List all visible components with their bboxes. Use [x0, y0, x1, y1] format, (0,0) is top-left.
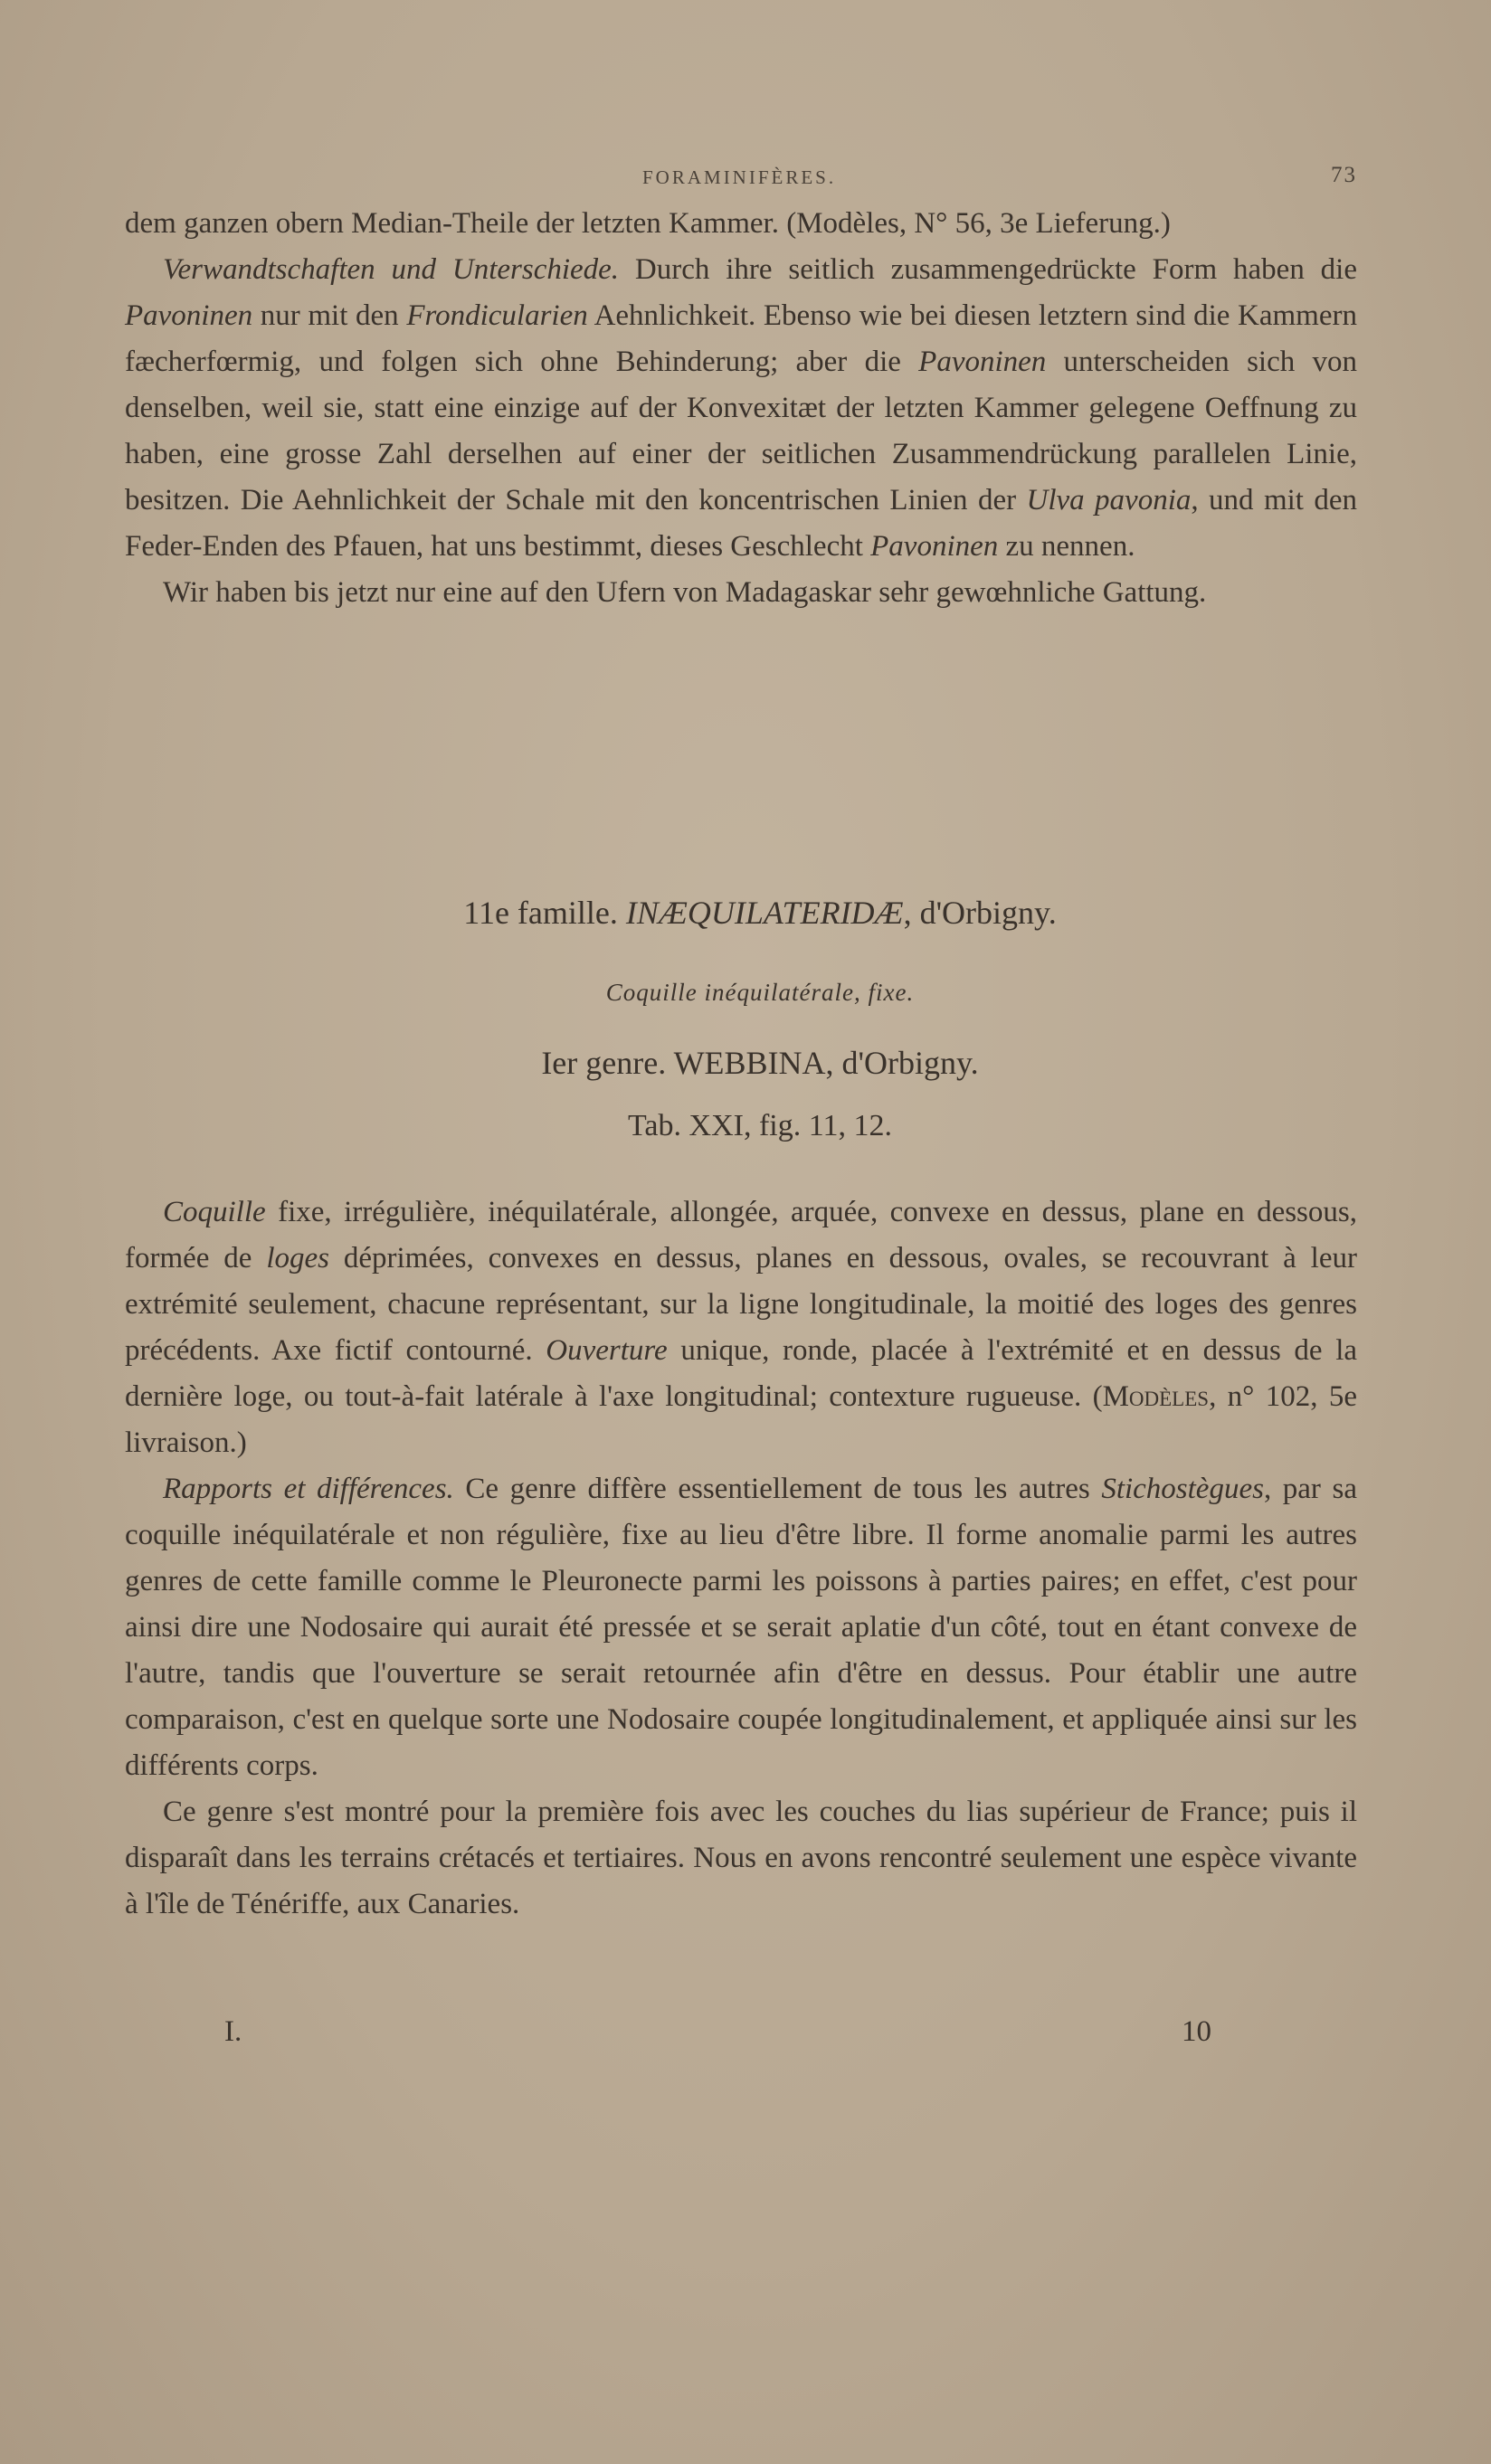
- paragraph-distribution: Ce genre s'est montré pour la première fois avec les couches du lias supérieur de France; puis il disparaît dans les terrains crétacés et tertiaires. Nous en avons rencontré seulement une espèce vivante à l'île de Ténériffe, aux Canaries.: [125, 1796, 1357, 1920]
- text-run: , par sa coquille inéquilatérale et non régulière, fixe au lieu d'être libre. Il forme anomalie parmi les autres genres de cette famille comme le Pleuronecte parmi les poissons à parties paires; en effet, c'est pour ainsi dire une Nodosaire qui aurait été pressée et se serait aplatie d'un côté, tout en étant convexe de l'autre, tandis que l'ouverture se serait retournée afin d'être en dessus. Pour établir une autre comparaison, c'est en quelque sorte une Nodosaire coupée longitudinalement, et appliquée ainsi sur les différents corps.: [125, 1473, 1357, 1782]
- term-italic: loges: [266, 1242, 329, 1275]
- text-run: , und mit den Feder-Enden des Pfauen, hat uns bestimmt, dieses Geschlecht: [125, 484, 1357, 563]
- text-run: nur mit den: [252, 299, 407, 332]
- german-text-section: [125, 201, 1357, 616]
- text-run: Durch ihre seitlich zusammengedrückte Form haben die: [619, 253, 1357, 286]
- section-heading-verwandtschaften: Verwandtschaften und Unterschiede.: [163, 253, 620, 286]
- taxon-name: Stichostègues: [1101, 1473, 1264, 1505]
- sheet-number: 10: [1182, 2015, 1211, 2048]
- family-name: INÆQUILATERIDÆ: [625, 895, 904, 931]
- text-run: zu nennen.: [998, 530, 1135, 563]
- paragraph-verwandtschaften: [125, 247, 1357, 570]
- taxon-name: Ulva pavonia: [1026, 484, 1192, 516]
- page-number: 73: [1331, 163, 1357, 187]
- term-italic: Ouverture: [546, 1334, 668, 1367]
- plate-reference: Tab. XXI, fig. 11, 12.: [628, 1109, 892, 1142]
- text-run: unique, ronde, placée à l'extrémité et en dessus de la dernière loge, ou tout-à-fait latérale à l'axe longitudinal; contexture rugueuse. (: [125, 1334, 1358, 1413]
- text-run: , n° 102, 5e livraison.): [125, 1380, 1357, 1459]
- taxon-name: Pavoninen: [870, 530, 999, 563]
- text-run: fixe, irrégulière, inéquilatérale, allongée, arquée, convexe en dessus, plane en dessous, formée de: [125, 1196, 1357, 1275]
- paragraph-coquille: [125, 1189, 1357, 1466]
- paragraph-rapports: [125, 1466, 1357, 1789]
- text-run: unterscheiden sich von denselben, weil sie, statt eine einzige auf der Konvexitæt der letzten Kammer gelegene Oeffnung zu haben, eine grosse Zahl derselhen auf einer der seitlichen Zusammendrückung parallelen Linie, besitzen. Die Aehnlichkeit der Schale mit den koncentrischen Linien der: [125, 346, 1357, 516]
- signature-mark: I.: [224, 2015, 242, 2048]
- running-head: [127, 161, 1357, 194]
- paragraph-madagaskar: Wir haben bis jetzt nur eine auf den Ufern von Madagaskar sehr gewœhnliche Gattung.: [163, 576, 1207, 609]
- text-run: Aehnlichkeit. Ebenso wie bei diesen letztern sind die Kammern fæcherfœrmig, und folgen sich ohne Behinderung; aber die: [125, 299, 1357, 378]
- term-italic: Coquille: [163, 1196, 266, 1228]
- text-run: déprimées, convexes en dessus, planes en dessous, ovales, se recouvrant à leur extrémité seulement, chacune représentant, sur la ligne longitudinale, la moitié des loges des genres précédents. Axe fictif contourné.: [125, 1242, 1357, 1367]
- shell-description: Coquille inéquilatérale, fixe.: [605, 979, 915, 1006]
- taxon-name: Pavoninen: [125, 299, 253, 332]
- small-caps-run: Modèles: [1102, 1380, 1210, 1413]
- french-text-section: [125, 1189, 1357, 1928]
- family-author: , d'Orbigny.: [903, 895, 1057, 931]
- section-heading-rapports: Rapports et différences.: [163, 1473, 454, 1505]
- taxon-name: Pavoninen: [918, 346, 1047, 378]
- family-number: 11e famille.: [463, 895, 626, 931]
- taxon-name: Frondicularien: [406, 299, 588, 332]
- family-heading: [125, 894, 1357, 932]
- genus-heading: Ier genre. WEBBINA, d'Orbigny.: [541, 1045, 979, 1081]
- paragraph-continuation: dem ganzen obern Median-Theile der letzten Kammer. (Modèles, N° 56, 3e Lieferung.): [125, 207, 1171, 240]
- text-run: Ce genre diffère essentiellement de tous les autres: [453, 1473, 1102, 1505]
- running-head-title: FORAMINIFÈRES.: [642, 166, 837, 188]
